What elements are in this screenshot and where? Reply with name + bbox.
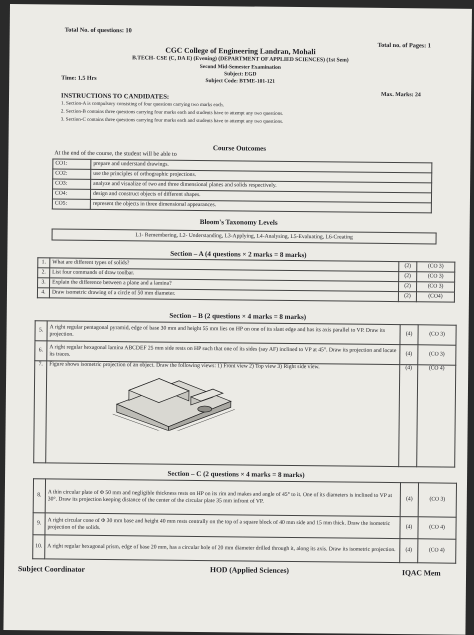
co-text: analyze and visualize of two and three dimensional planes and solids respectively. xyxy=(91,179,432,193)
instructions-title: INSTRUCTIONS TO CANDIDATES: xyxy=(61,92,170,101)
blooms-table xyxy=(52,228,437,244)
co-code: CO3: xyxy=(53,179,91,189)
co-code: CO5: xyxy=(52,199,90,209)
exam-name: Second Mid-Semester Examination xyxy=(199,63,281,71)
question-marks: (2) xyxy=(398,292,416,302)
question-co: (CO 3) xyxy=(417,262,455,272)
question-text: Draw isometric drawing of a circle of 50 mm diameter. xyxy=(49,288,398,302)
iqac-member: IQAC Mem xyxy=(402,568,441,578)
co-text: use the principles of orthographic projections. xyxy=(91,169,432,183)
question-text: A right regular pentagonal pyramid, edge of base 30 mm and height 55 mm lies on HP on one of its slant edge and has its axis parallel to VP. Draw its projection. xyxy=(47,321,400,345)
question-text: A right circular cone of Φ 30 mm base and height 40 mm rests centrally on the top of a square block of 40 mm side and 15 mm thick. Draw the isometric projection of the solids. xyxy=(45,513,400,539)
subject-coordinator: Subject Coordinator xyxy=(18,564,86,574)
question-co: (CO 3) xyxy=(418,345,456,365)
question-co: (CO 3) xyxy=(417,282,455,292)
question-row xyxy=(34,361,456,467)
question-number: 4. xyxy=(37,288,49,298)
section-c-table xyxy=(32,478,457,563)
question-co: (CO 4) xyxy=(418,539,456,563)
section-c-title: Section – C (2 questions × 4 marks = 8 marks) xyxy=(167,469,305,480)
time: Time: 1.5 Hrs xyxy=(61,75,97,82)
question-text: Explain the difference between a plane and a lamina? xyxy=(50,278,399,292)
question-text: List four commands of draw toolbar. xyxy=(50,268,399,282)
co-code: CO2: xyxy=(53,169,91,179)
question-number: 9. xyxy=(33,513,45,535)
question-text: A right regular hexagonal lamina ABCDEF 25 mm side rests on HP such that one of its sides (say AF) inclined to VP at 45°. Draw its projection and locate its traces. xyxy=(47,341,400,365)
instruction-3: 3. Section-C contains three questions carrying four marks each and students have to attempt any two questions. xyxy=(60,117,284,125)
subject: Subject: EGD xyxy=(224,71,257,78)
question-marks: (4) xyxy=(399,365,418,467)
question-number: 2. xyxy=(38,268,50,278)
question-co: (CO 4) xyxy=(417,365,456,467)
question-marks: (4) xyxy=(400,483,418,517)
question-marks: (4) xyxy=(400,539,418,563)
co-code: CO4: xyxy=(52,189,90,199)
question-row xyxy=(33,479,456,517)
question-number: 5. xyxy=(35,321,47,341)
section-b-table xyxy=(33,320,456,467)
section-a-title: Section – A (4 questions × 2 marks = 8 marks) xyxy=(170,249,307,260)
question-number: 8. xyxy=(33,479,45,513)
question-text: A thin circular plate of Φ 50 mm and negligible thickness rests on HP on its rim and makes and angle of 45° to it. One of its diameters is inclined to VP at 30°. Draw its projection keeping distance of the center of the circular plate 35 mm infront of VP. xyxy=(45,479,400,517)
question-text: A right regular hexagonal prism, edge of base 20 mm, has a circular hole of 20 mm diameter drilled through it, along its axis. Draw its isometric projection. xyxy=(45,535,400,563)
question-marks: (2) xyxy=(399,272,417,282)
question-co: (CO 4) xyxy=(418,517,456,539)
question-marks: (4) xyxy=(400,325,418,345)
question-number: 7. xyxy=(34,361,47,463)
question-marks: (4) xyxy=(400,517,418,539)
course-outcomes-table xyxy=(52,158,433,213)
exam-paper xyxy=(3,4,472,635)
question-number: 3. xyxy=(38,278,50,288)
question-number: 10. xyxy=(33,535,45,559)
question-co: (CO 3) xyxy=(418,325,456,345)
question-marks: (2) xyxy=(399,262,417,272)
instruction-2: 2. Section-B contains three questions carrying four marks each and students have to attempt any two questions. xyxy=(60,109,284,117)
section-b-title: Section – B (2 questions × 4 marks = 8 marks) xyxy=(169,311,307,322)
question-row xyxy=(33,535,456,563)
question-text: Figure shows isometric projection of an object. Draw the following views: 1) Front view 2) Top view 3) Right side view. xyxy=(49,361,320,371)
department: B.TECH- CSE (C, DA E) (Evening) (DEPARTMENT OF APPLIED SCIENCES) (1st Sem) xyxy=(132,55,349,64)
max-marks: Max. Marks: 24 xyxy=(381,91,421,99)
question-number: 1. xyxy=(38,258,50,268)
co-text: design and construct objects of different shapes. xyxy=(90,189,431,203)
college-name: CGC College of Engineering Landran, Mohali xyxy=(165,45,316,57)
hod-signature: HOD (Applied Sciences) xyxy=(210,565,290,575)
question-marks: (4) xyxy=(400,345,418,365)
question-7-cell xyxy=(46,361,400,467)
total-pages: Total no. of Pages: 1 xyxy=(377,41,431,50)
question-marks: (2) xyxy=(399,282,417,292)
subject-code: Subject Code: BTME-101-121 xyxy=(205,78,275,85)
question-co: (CO4) xyxy=(416,292,454,302)
question-co: (CO 3) xyxy=(418,483,456,517)
total-questions: Total No. of questions: 10 xyxy=(64,26,132,35)
co-text: represent the objects in three dimensional appearances. xyxy=(90,199,431,213)
blooms-title: Bloom's Taxonomy Levels xyxy=(199,217,278,227)
course-outcomes-intro: At the end of the course, the student will be able to xyxy=(54,150,177,158)
course-outcomes-title: Course Outcomes xyxy=(212,144,267,153)
isometric-object-figure xyxy=(109,370,240,431)
section-a-table xyxy=(37,257,455,302)
co-text: prepare and understand drawings. xyxy=(91,159,432,173)
question-co: (CO 3) xyxy=(417,272,455,282)
co-code: CO1: xyxy=(53,159,91,169)
question-number: 6. xyxy=(35,341,47,361)
blooms-levels: L1- Remembering, L2- Understanding, L3-Applying, L4-Analysing, L5-Evaluating, L6-Creating xyxy=(52,229,436,244)
instruction-1: 1. Section-A is compulsory consisting of four questions carrying two marks each. xyxy=(60,101,224,109)
question-text: What are different types of solids? xyxy=(50,258,399,272)
